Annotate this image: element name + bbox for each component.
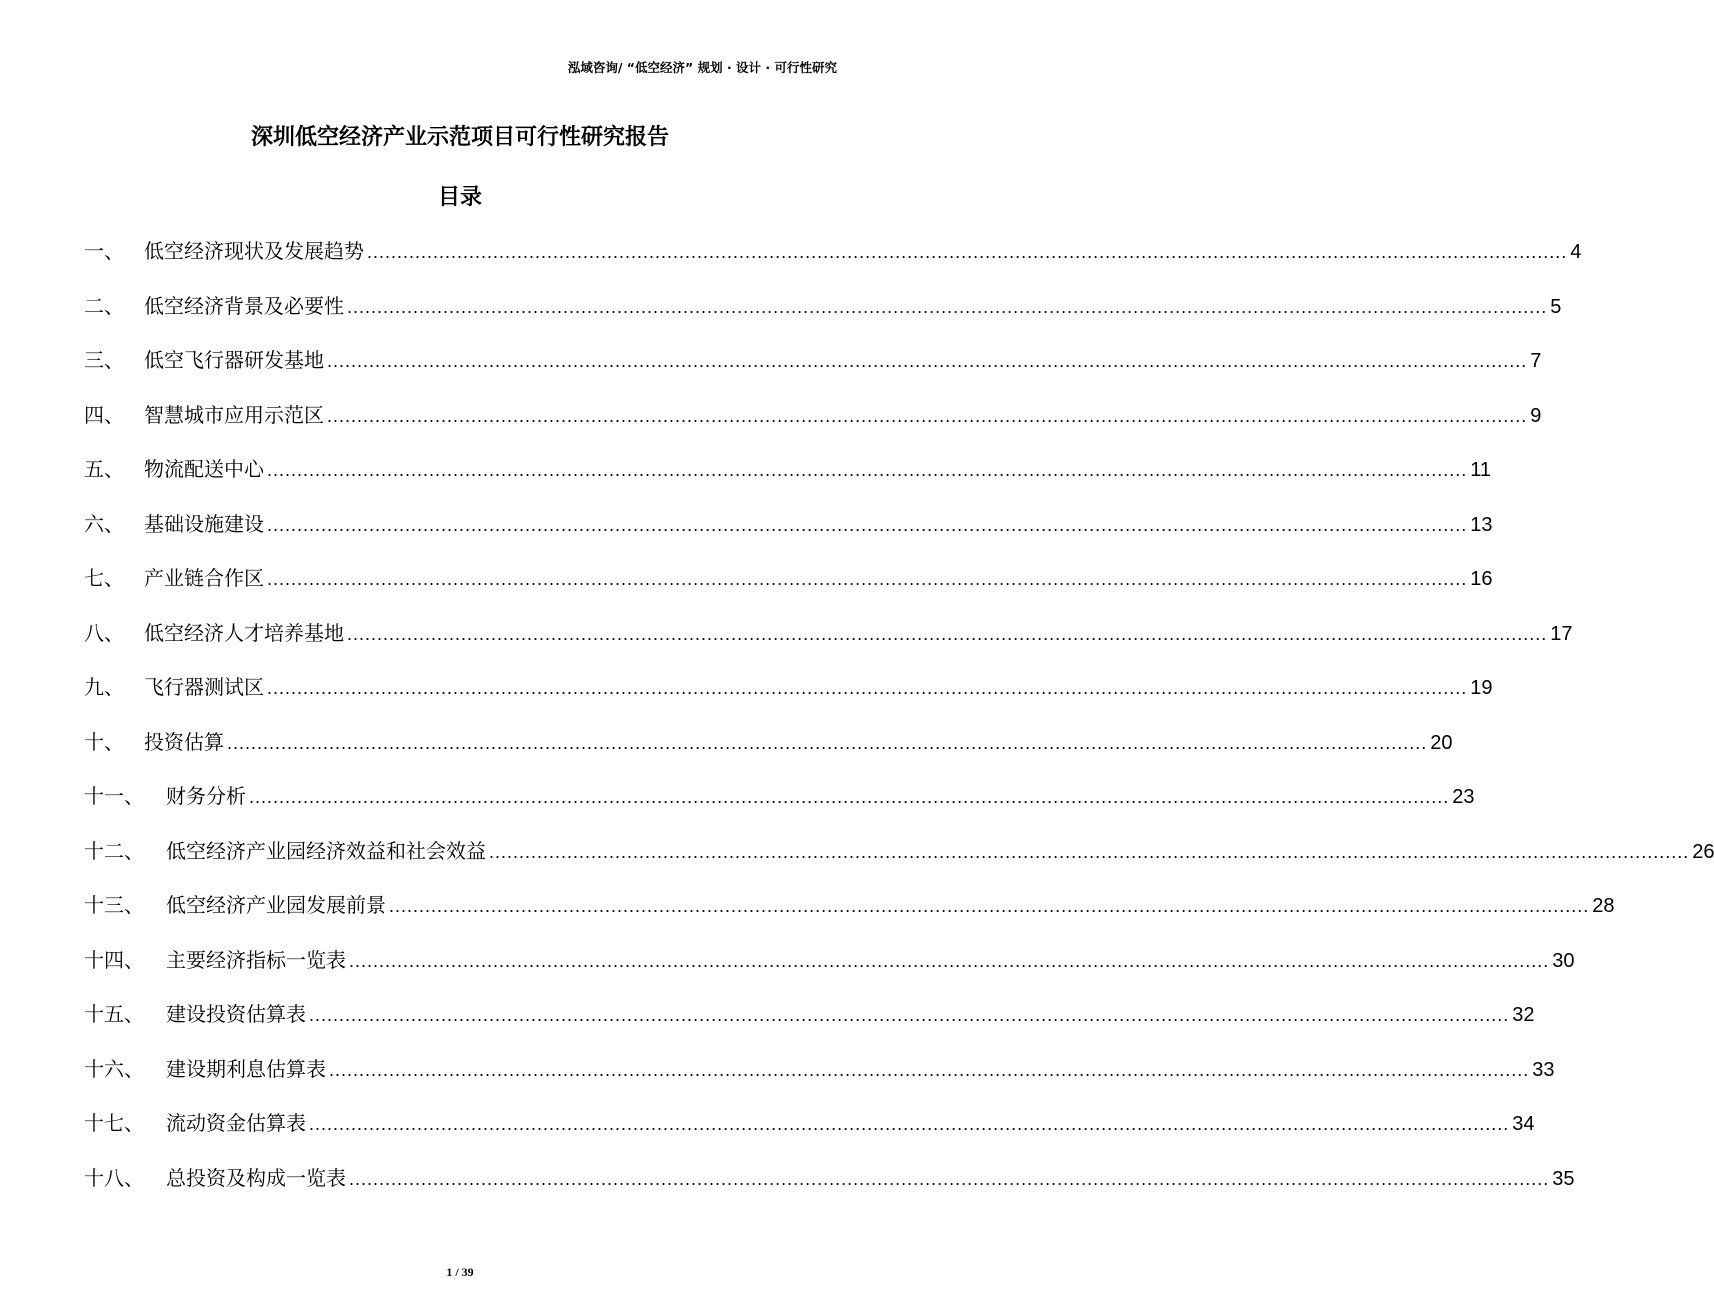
toc-entry-label: 低空经济现状及发展趋势 (144, 239, 364, 263)
toc-entry[interactable] (84, 723, 1453, 778)
page-header: 泓域咨询/ “低空经济” 规划 · 设计 · 可行性研究 (567, 60, 837, 75)
toc-dot-leader: ........................................................................................................................................................................................................ (489, 841, 1690, 862)
toc-entry[interactable] (84, 832, 1714, 887)
toc-entry[interactable] (84, 777, 1475, 832)
toc-entry-number: 十、 (84, 729, 124, 754)
toc-entry-number: 十二、 (84, 838, 144, 863)
toc-entry-number: 四、 (84, 402, 124, 427)
toc-entry-label: 投资估算 (144, 729, 224, 754)
toc-entry[interactable] (84, 450, 1491, 505)
toc-entry-label: 产业链合作区 (144, 566, 264, 590)
toc-entry[interactable] (84, 941, 1575, 996)
toc-dot-leader: ........................................................................................................................................................................................................ (327, 351, 1528, 371)
toc-entry-number: 十八、 (84, 1165, 144, 1190)
toc-entry-number: 十三、 (84, 893, 144, 917)
toc-heading: 目录 (437, 185, 482, 210)
toc-entry-page-number: 34 (1512, 1113, 1535, 1135)
toc-dot-leader: ........................................................................................................................................................................................................ (309, 1114, 1510, 1134)
toc-entry-page-number: 23 (1452, 786, 1475, 808)
toc-entry-label: 建设投资估算表 (166, 1002, 306, 1026)
toc-dot-leader: ........................................................................................................................................................................................................ (267, 678, 1468, 698)
toc-entry-page-number: 26 (1692, 840, 1714, 863)
toc-entry-number: 五、 (84, 457, 124, 481)
toc-entry-label: 总投资及构成一览表 (166, 1165, 346, 1190)
toc-entry-page-number: 11 (1470, 459, 1491, 481)
toc-entry-page-number: 19 (1470, 677, 1493, 699)
toc-entry-page-number: 4 (1570, 241, 1582, 263)
toc-entry-page-number: 33 (1532, 1058, 1555, 1081)
toc-entry-number: 三、 (84, 348, 124, 372)
toc-entry[interactable] (84, 886, 1615, 941)
toc-entry-page-number: 35 (1552, 1167, 1575, 1190)
toc-entry-label: 财务分析 (166, 784, 246, 808)
table-of-contents (84, 232, 1714, 1213)
toc-entry-page-number: 13 (1470, 513, 1493, 536)
toc-entry-number: 十五、 (84, 1002, 144, 1026)
toc-entry-label: 主要经济指标一览表 (166, 947, 346, 972)
toc-entry-label: 流动资金估算表 (166, 1111, 306, 1135)
toc-entry[interactable] (84, 287, 1562, 342)
toc-entry[interactable] (84, 614, 1573, 669)
toc-entry-number: 一、 (84, 239, 124, 263)
toc-entry[interactable] (84, 341, 1542, 396)
toc-entry[interactable] (84, 1104, 1535, 1159)
toc-dot-leader: ........................................................................................................................................................................................................ (249, 787, 1450, 807)
toc-entry-label: 基础设施建设 (144, 511, 264, 536)
toc-entry[interactable] (84, 505, 1493, 560)
toc-entry-number: 十一、 (84, 784, 144, 808)
document-title: 深圳低空经济产业示范项目可行性研究报告 (250, 125, 669, 150)
toc-entry-label: 低空经济背景及必要性 (144, 293, 344, 318)
toc-entry[interactable] (84, 232, 1582, 287)
toc-entry-number: 九、 (84, 675, 124, 699)
toc-entry-page-number: 28 (1592, 895, 1615, 917)
toc-dot-leader: ........................................................................................................................................................................................................ (349, 1168, 1550, 1189)
toc-entry-label: 低空经济产业园经济效益和社会效益 (166, 838, 486, 863)
toc-entry[interactable] (84, 1050, 1555, 1105)
toc-entry[interactable] (84, 995, 1535, 1050)
toc-entry-label: 低空经济产业园发展前景 (166, 893, 386, 917)
toc-entry-page-number: 5 (1550, 295, 1562, 318)
toc-entry-number: 六、 (84, 511, 124, 536)
toc-entry[interactable] (84, 1159, 1575, 1214)
toc-entry[interactable] (84, 396, 1542, 451)
toc-dot-leader: ........................................................................................................................................................................................................ (327, 405, 1528, 426)
toc-entry-label: 物流配送中心 (144, 457, 264, 481)
toc-dot-leader: ........................................................................................................................................................................................................ (309, 1005, 1510, 1025)
toc-dot-leader: ........................................................................................................................................................................................................ (227, 732, 1428, 753)
toc-entry-page-number: 16 (1470, 568, 1493, 590)
toc-dot-leader: ........................................................................................................................................................................................................ (349, 950, 1550, 971)
toc-entry-number: 七、 (84, 566, 124, 590)
page-footer: 1 / 39 (446, 1265, 474, 1279)
toc-entry-page-number: 32 (1512, 1004, 1535, 1026)
toc-dot-leader: ........................................................................................................................................................................................................ (267, 460, 1468, 480)
toc-entry-number: 十七、 (84, 1111, 144, 1135)
toc-dot-leader: ........................................................................................................................................................................................................ (389, 896, 1590, 916)
toc-dot-leader: ........................................................................................................................................................................................................ (329, 1059, 1530, 1080)
toc-dot-leader: ........................................................................................................................................................................................................ (347, 623, 1548, 644)
toc-entry-label: 低空经济人才培养基地 (144, 620, 344, 645)
toc-dot-leader: ........................................................................................................................................................................................................ (267, 514, 1468, 535)
toc-entry-number: 二、 (84, 293, 124, 318)
toc-dot-leader: ........................................................................................................................................................................................................ (367, 242, 1568, 262)
toc-entry-label: 低空飞行器研发基地 (144, 348, 324, 372)
toc-entry-page-number: 7 (1530, 350, 1542, 372)
toc-entry-label: 智慧城市应用示范区 (144, 402, 324, 427)
toc-entry-label: 飞行器测试区 (144, 675, 264, 699)
toc-entry-page-number: 9 (1530, 404, 1542, 427)
toc-entry-number: 八、 (84, 620, 124, 645)
toc-entry-label: 建设期利息估算表 (166, 1056, 326, 1081)
toc-entry[interactable] (84, 668, 1493, 723)
toc-entry[interactable] (84, 559, 1493, 614)
toc-entry-number: 十六、 (84, 1056, 144, 1081)
toc-entry-page-number: 17 (1550, 622, 1573, 645)
toc-entry-page-number: 30 (1552, 949, 1575, 972)
toc-dot-leader: ........................................................................................................................................................................................................ (267, 569, 1468, 589)
toc-entry-page-number: 20 (1430, 731, 1453, 754)
toc-entry-number: 十四、 (84, 947, 144, 972)
toc-dot-leader: ........................................................................................................................................................................................................ (347, 296, 1548, 317)
